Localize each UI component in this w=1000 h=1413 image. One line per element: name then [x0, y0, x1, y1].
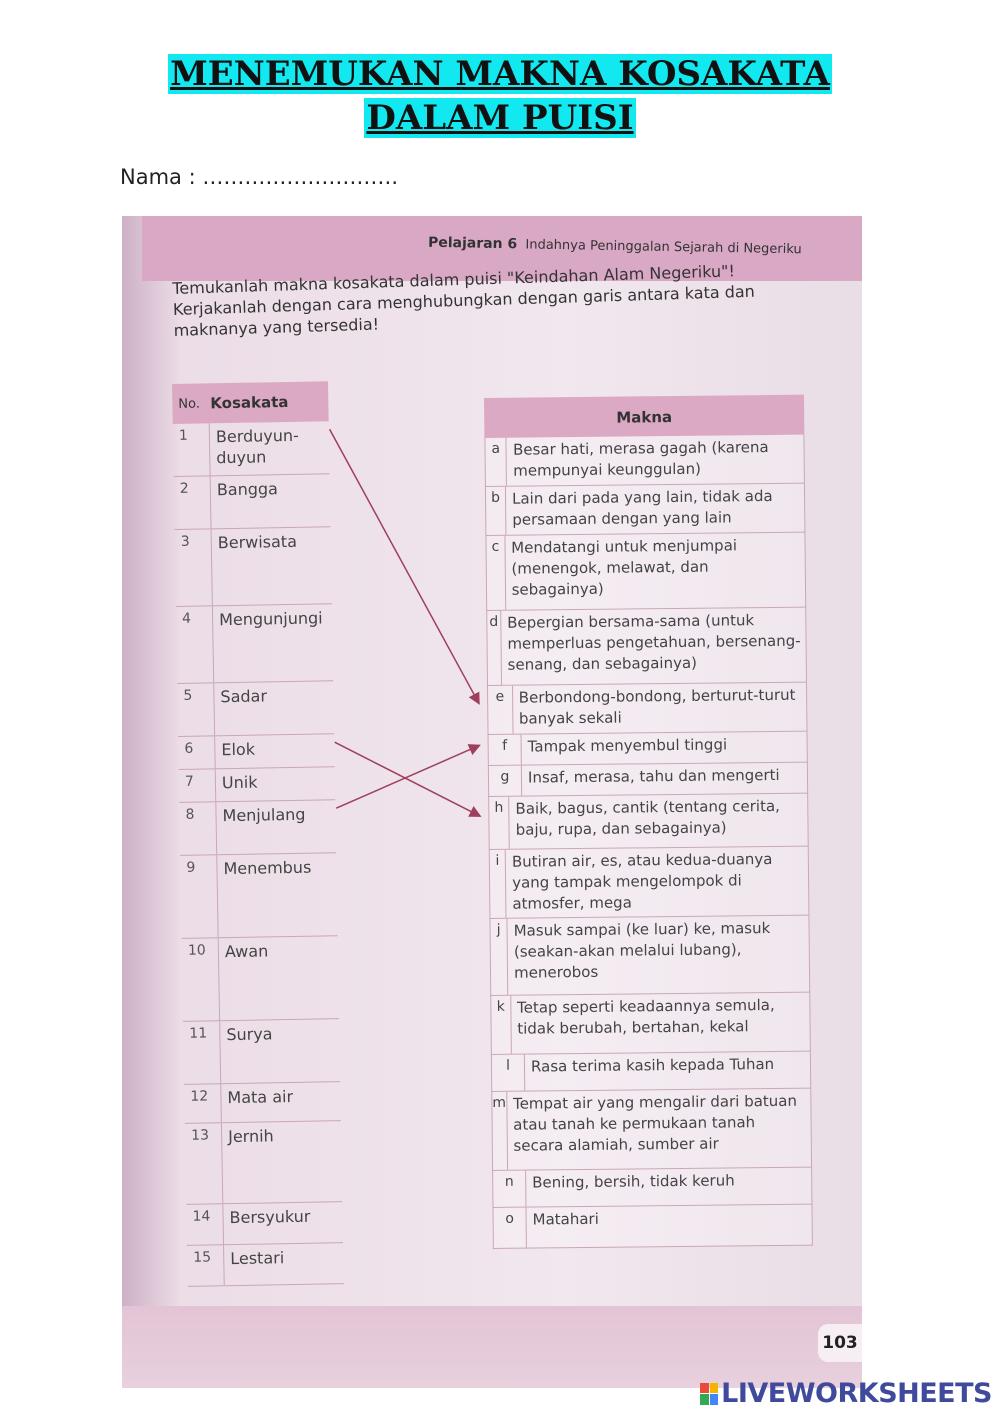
kosakata-word: Bangga [216, 479, 279, 500]
makna-text: Bening, bersih, tidak keruh [532, 1171, 735, 1192]
makna-text: Mendatangi untuk menjumpai (menengok, melawat, dan sebagainya) [511, 536, 738, 599]
makna-letter: n [493, 1171, 526, 1207]
makna-text: Tempat air yang mengalir dari batuan atau tanah ke permukaan tanah secara alamiah, sumber air [512, 1091, 798, 1155]
makna-text: Besar hati, merasa gagah (karena mempunyai keunggulan) [512, 438, 769, 480]
makna-letter: i [490, 850, 507, 918]
makna-letter: a [485, 438, 507, 486]
makna-text: Insaf, merasa, tahu dan mengerti [527, 765, 780, 787]
header-kosakata: Kosakata [210, 392, 289, 413]
makna-row-o[interactable] [492, 1205, 812, 1249]
kosakata-word: Berduyun-duyun [215, 425, 300, 468]
makna-letter: l [492, 1055, 525, 1091]
kosakata-number: 5 [177, 683, 215, 736]
kosakata-number: 1 [173, 423, 211, 476]
kosakata-row-13[interactable] [185, 1121, 342, 1205]
makna-letter: e [488, 686, 513, 734]
title-line-2: DALAM PUISI [366, 98, 634, 138]
makna-row-n[interactable] [492, 1168, 812, 1208]
kosakata-number: 3 [175, 529, 213, 606]
makna-row-j[interactable] [489, 916, 810, 996]
makna-text: Matahari [532, 1209, 599, 1229]
kosakata-row-7[interactable] [179, 767, 336, 803]
matching-line-8-f [336, 745, 479, 808]
makna-text: Berbondong-bondong, berturut-turut banyak sekali [518, 685, 796, 728]
kosakata-row-6[interactable] [178, 734, 335, 770]
kosakata-row-10[interactable] [182, 936, 339, 1022]
kosakata-row-12[interactable] [184, 1082, 341, 1124]
kosakata-table [172, 381, 344, 1287]
kosakata-number: 12 [184, 1084, 222, 1123]
name-field-label: Nama : ………………………. [120, 165, 399, 189]
makna-row-g[interactable] [488, 763, 808, 797]
makna-row-b[interactable] [485, 484, 805, 536]
kosakata-number: 14 [186, 1204, 224, 1245]
makna-row-l[interactable] [491, 1052, 811, 1092]
title-line-1: MENEMUKAN MAKNA KOSAKATA [170, 54, 830, 94]
kosakata-table-header [172, 381, 329, 424]
makna-text: Tetap seperti keadaannya semula, tidak berubah, bertahan, kekal [516, 995, 775, 1038]
makna-row-h[interactable] [488, 794, 809, 850]
makna-row-m[interactable] [491, 1089, 812, 1171]
makna-row-f[interactable] [488, 732, 808, 766]
makna-text: Butiran air, es, atau kedua-duanya yang tampak mengelompok di atmosfer, mega [511, 850, 773, 913]
logo-icon [700, 1383, 718, 1405]
makna-letter: g [489, 766, 522, 796]
makna-letter: j [490, 919, 508, 995]
kosakata-word: Sadar [220, 686, 268, 707]
kosakata-number: 2 [174, 476, 212, 529]
textbook-photo [122, 216, 862, 1388]
makna-letter: f [489, 735, 522, 765]
kosakata-row-8[interactable] [179, 800, 336, 856]
makna-text: Baik, bagus, cantik (tentang cerita, baju, rupa, dan sebagainya) [515, 796, 780, 839]
textbook-page [122, 216, 862, 1388]
kosakata-row-1[interactable] [173, 421, 330, 477]
kosakata-number: 8 [179, 802, 217, 855]
makna-letter: k [491, 996, 511, 1054]
kosakata-number: 4 [176, 606, 214, 683]
kosakata-word: Menjulang [222, 804, 306, 826]
kosakata-row-4[interactable] [176, 604, 333, 684]
kosakata-row-14[interactable] [186, 1202, 343, 1246]
kosakata-number: 7 [179, 769, 217, 802]
makna-letter: m [492, 1092, 507, 1170]
header-no: No. [178, 396, 201, 412]
makna-letter: h [489, 797, 510, 849]
kosakata-word: Mengunjungi [218, 608, 323, 630]
makna-row-k[interactable] [490, 993, 811, 1055]
makna-letter: o [493, 1208, 526, 1248]
makna-letter: d [487, 611, 502, 685]
liveworksheets-logo [700, 1378, 992, 1409]
makna-text: Lain dari pada yang lain, tidak ada persamaan dengan yang lain [511, 486, 773, 529]
page-number: 103 [818, 1324, 862, 1362]
kosakata-number: 10 [182, 938, 220, 1021]
kosakata-row-9[interactable] [180, 853, 337, 939]
kosakata-word: Surya [226, 1024, 273, 1045]
makna-row-c[interactable] [485, 533, 806, 611]
matching-line-1-e [330, 429, 479, 703]
makna-text: Rasa terima kasih kepada Tuhan [530, 1054, 775, 1076]
makna-letter: c [486, 536, 505, 610]
matching-line-6-h [335, 742, 480, 816]
makna-table [484, 395, 813, 1249]
makna-table-header: Makna [484, 395, 804, 438]
makna-text: Masuk sampai (ke luar) ke, masuk (seakan-akan melalui lubang), menerobos [513, 919, 771, 982]
kosakata-row-3[interactable] [175, 527, 332, 607]
kosakata-word: Bersyukur [229, 1206, 311, 1228]
kosakata-number: 6 [178, 736, 216, 769]
kosakata-row-5[interactable] [177, 681, 334, 737]
kosakata-word: Mata air [227, 1086, 294, 1108]
kosakata-word: Elok [221, 739, 256, 760]
kosakata-word: Menembus [223, 857, 312, 879]
kosakata-word: Berwisata [217, 531, 298, 553]
kosakata-number: 9 [180, 855, 218, 938]
makna-row-e[interactable] [487, 683, 807, 735]
kosakata-row-15[interactable] [187, 1243, 344, 1287]
makna-row-i[interactable] [489, 847, 810, 919]
makna-text: Bepergian bersama-sama (untuk memperluas pengetahuan, bersenang-senang, dan sebagainya) [507, 611, 801, 674]
instruction-text: Temukanlah makna kosakata dalam puisi "Keindahan Alam Negeriku"! Kerjakanlah dengan cara menghubungkan dengan garis antara kata dan maknanya yang tersedia! [172, 261, 756, 340]
kosakata-row-2[interactable] [174, 474, 331, 530]
kosakata-word: Unik [221, 772, 258, 793]
logo-text: LIVEWORKSHEETS [721, 1378, 992, 1409]
makna-row-d[interactable] [486, 608, 807, 686]
kosakata-word: Jernih [227, 1126, 274, 1147]
kosakata-word: Lestari [230, 1248, 285, 1269]
lesson-title: Indahnya Peninggalan Sejarah di Negeriku [525, 237, 803, 258]
kosakata-number: 15 [187, 1245, 225, 1286]
lesson-label: Pelajaran 6 [428, 234, 518, 253]
kosakata-number: 13 [185, 1123, 223, 1204]
kosakata-word: Awan [224, 941, 269, 962]
makna-row-a[interactable] [484, 435, 804, 487]
makna-letter: b [486, 487, 507, 535]
kosakata-row-11[interactable] [183, 1019, 340, 1085]
page-footer-band [122, 1306, 862, 1388]
kosakata-number: 11 [183, 1021, 221, 1084]
worksheet-title [0, 52, 1000, 140]
makna-text: Tampak menyembul tinggi [527, 735, 728, 756]
